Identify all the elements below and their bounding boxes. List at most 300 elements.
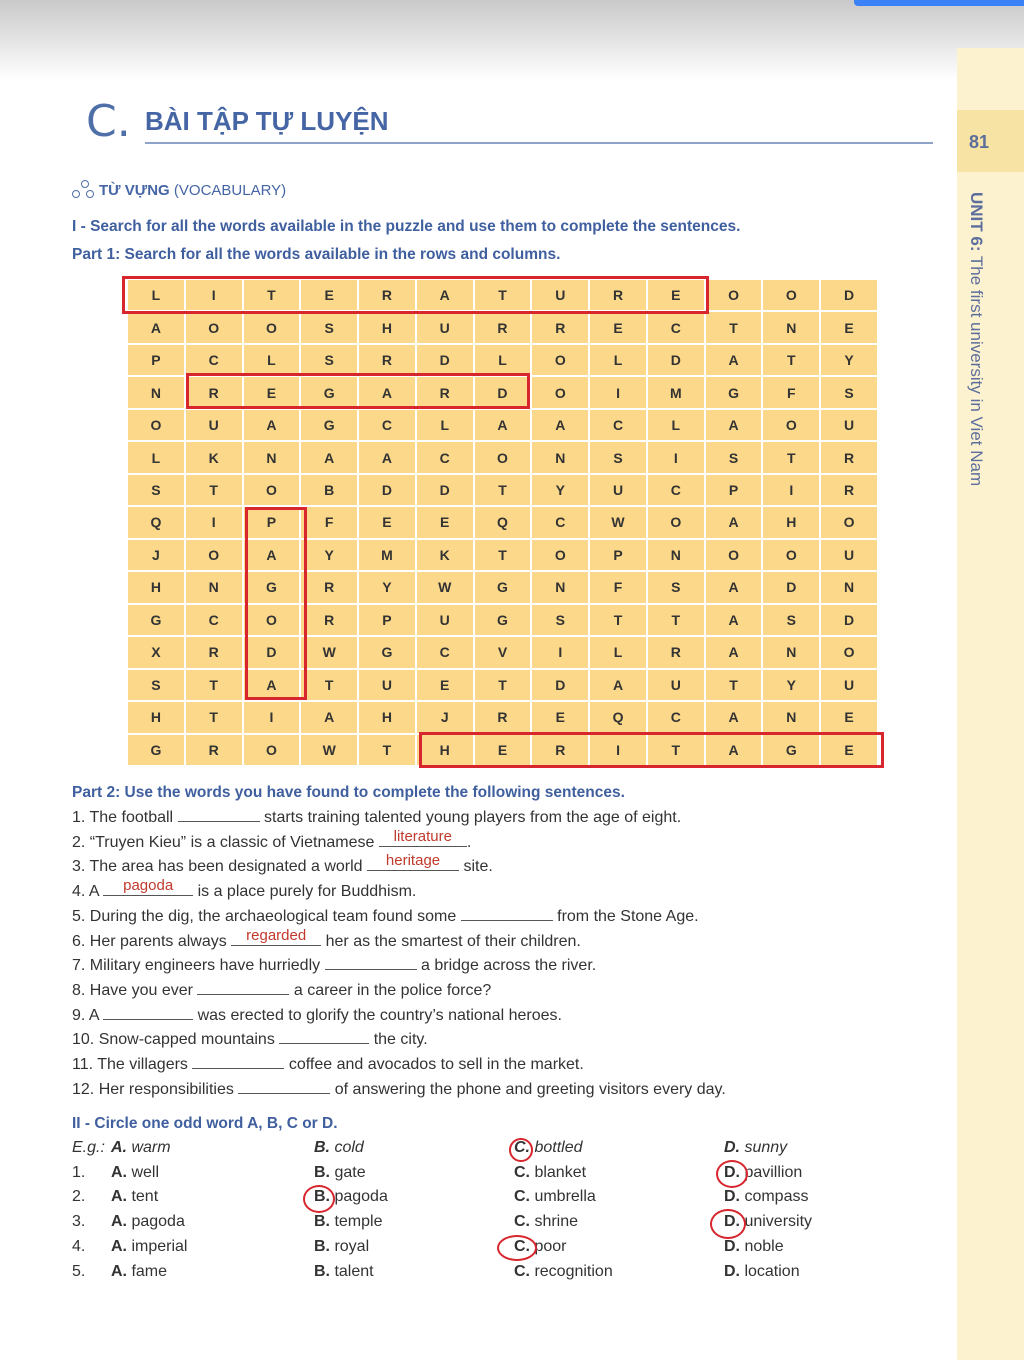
puzzle-cell: T [186,475,242,505]
option-word: imperial [131,1237,188,1255]
puzzle-cell: I [186,507,242,537]
puzzle-cell: X [128,637,184,667]
option-word: warm [131,1139,171,1156]
puzzle-cell: K [417,540,473,570]
sentence-number: 8. [72,981,86,999]
puzzle-cell: U [590,475,646,505]
puzzle-cell: U [532,280,588,310]
puzzle-cell: T [186,670,242,700]
puzzle-cell: T [475,670,531,700]
puzzle-cell: T [186,702,242,732]
answer-blank[interactable] [231,926,321,946]
puzzle-cell: U [417,312,473,342]
sentence-text-before: Her responsibilities [98,1080,239,1098]
puzzle-cell: L [590,345,646,375]
sentence-number: 11. [72,1056,94,1073]
puzzle-cell: D [359,475,415,505]
sentence-text-before: The villagers [97,1056,193,1073]
filled-answer: literature [393,827,452,845]
option-c[interactable] [514,1213,578,1231]
option-letter: A. [111,1237,127,1255]
unit-title: The first university in Viet Nam [967,251,986,487]
puzzle-cell: U [648,670,704,700]
puzzle-cell: R [475,702,531,732]
vocabulary-label [99,182,286,199]
puzzle-cell: R [301,605,357,635]
sentence-text-after: from the Stone Age. [552,907,699,925]
puzzle-cell: N [821,572,877,602]
answer-circle-1 [716,1160,748,1188]
option-c[interactable] [514,1263,613,1281]
option-a[interactable] [111,1139,171,1157]
puzzle-cell: B [301,475,357,505]
exercise-1-heading: I - Search for all the words available in the puzzle and use them to complete the sentences. [72,218,741,235]
bubbles-icon [72,180,96,200]
puzzle-cell: Y [763,670,819,700]
puzzle-cell: O [706,540,762,570]
puzzle-cell: H [359,702,415,732]
sentence-number: 2. [72,833,86,851]
puzzle-cell: D [532,670,588,700]
option-a[interactable] [111,1188,158,1206]
puzzle-cell: V [475,637,531,667]
puzzle-cell: E [475,735,531,765]
sentence-1 [72,806,681,827]
sentence-text-before: Military engineers have hurriedly [89,957,325,975]
puzzle-cell: C [186,605,242,635]
puzzle-cell: J [417,702,473,732]
puzzle-cell: O [532,540,588,570]
puzzle-cell: E [821,702,877,732]
unit-number: UNIT 6: [967,192,986,252]
option-word: gate [334,1163,366,1181]
option-word: well [131,1163,160,1181]
puzzle-cell: C [648,312,704,342]
option-letter: C. [514,1262,530,1280]
sentence-number: 3. [72,858,86,876]
puzzle-cell: O [244,312,300,342]
sentence-text-before: The area has been designated a world [89,858,368,876]
puzzle-cell: U [821,410,877,440]
puzzle-cell: E [301,280,357,310]
puzzle-cell: U [186,410,242,440]
puzzle-cell: I [590,735,646,765]
filled-answer: regarded [246,926,307,944]
sentence-text-before: During the dig, the archaeological team found some [89,907,461,925]
sentence-number: 10. [72,1031,95,1049]
puzzle-cell: F [763,377,819,407]
option-a[interactable] [111,1263,167,1281]
sentence-number: 6. [72,932,86,950]
sentence-number: 5. [72,907,86,925]
puzzle-cell: W [301,637,357,667]
option-a[interactable] [111,1213,185,1231]
puzzle-cell: Y [821,345,877,375]
puzzle-cell: R [301,572,357,602]
sentence-text-before: A [88,1006,104,1024]
puzzle-cell: F [590,572,646,602]
puzzle-cell: Y [532,475,588,505]
option-word: noble [744,1237,784,1255]
puzzle-cell: C [417,637,473,667]
sentence-text-after: site. [459,858,493,876]
puzzle-cell: I [763,475,819,505]
sentence-7 [72,954,596,975]
sentence-text-after: the city. [369,1031,428,1049]
sentence-3 [72,852,493,876]
puzzle-cell: H [128,702,184,732]
top-shadow [0,0,1024,80]
sentence-8 [72,979,491,1000]
question-number: 1. [72,1163,86,1181]
puzzle-cell: O [186,312,242,342]
puzzle-cell: A [359,377,415,407]
puzzle-cell: R [186,637,242,667]
option-c[interactable] [514,1188,596,1206]
puzzle-cell: N [532,442,588,472]
puzzle-cell: O [821,637,877,667]
puzzle-cell: D [417,345,473,375]
question-number: 5. [72,1262,86,1280]
answer-blank[interactable] [461,905,553,921]
puzzle-cell: Q [128,507,184,537]
puzzle-cell: H [763,507,819,537]
puzzle-cell: H [128,572,184,602]
option-word: cold [334,1139,364,1156]
option-letter: D. [724,1139,740,1156]
puzzle-cell: E [417,507,473,537]
sentence-12 [72,1078,726,1099]
puzzle-cell: I [244,702,300,732]
puzzle-cell: T [301,670,357,700]
option-letter: C. [514,1213,530,1231]
puzzle-cell: T [475,475,531,505]
puzzle-cell: O [186,540,242,570]
puzzle-cell: O [532,377,588,407]
answer-blank[interactable] [103,877,193,896]
option-word: pagoda [334,1188,388,1206]
sentence-5 [72,905,699,926]
found-word-regard [186,373,530,409]
puzzle-cell: T [763,345,819,375]
puzzle-cell: A [244,540,300,570]
puzzle-cell: C [590,410,646,440]
puzzle-cell: O [244,475,300,505]
puzzle-cell: G [128,605,184,635]
answer-blank[interactable] [178,806,260,822]
puzzle-cell: A [706,507,762,537]
puzzle-cell: Q [590,702,646,732]
option-word: royal [334,1237,370,1255]
answer-blank[interactable] [367,852,459,871]
puzzle-cell: N [186,572,242,602]
puzzle-cell: T [648,735,704,765]
puzzle-cell: C [648,702,704,732]
filled-answer: pagoda [123,877,174,895]
puzzle-cell: A [417,280,473,310]
puzzle-cell: R [590,280,646,310]
sentence-text-before: The football [89,809,178,826]
puzzle-cell: S [821,377,877,407]
option-word: talent [334,1262,374,1280]
puzzle-cell: E [359,507,415,537]
puzzle-cell: E [590,312,646,342]
puzzle-cell: Y [301,540,357,570]
option-letter: A. [111,1262,127,1280]
puzzle-cell: S [763,605,819,635]
exercise-2-heading: II - Circle one odd word A, B, C or D. [72,1115,338,1132]
sentence-text-before: Her parents always [89,932,232,950]
puzzle-cell: A [244,670,300,700]
puzzle-cell: O [821,507,877,537]
option-d[interactable] [724,1139,787,1157]
puzzle-cell: U [359,670,415,700]
puzzle-cell: E [244,377,300,407]
answer-blank[interactable] [279,1028,369,1044]
answer-blank[interactable] [103,1004,193,1020]
puzzle-cell: T [706,312,762,342]
puzzle-cell: S [301,312,357,342]
puzzle-cell: C [648,475,704,505]
sentence-text-after: starts training talented young players from the age of eight. [259,809,682,826]
word-search-grid [128,280,877,765]
sentence-4 [72,877,417,901]
puzzle-cell: T [706,670,762,700]
option-letter: D. [724,1213,740,1231]
puzzle-cell: S [648,572,704,602]
option-letter: C. [514,1163,530,1181]
option-letter: D. [724,1237,740,1255]
puzzle-cell: T [648,605,704,635]
puzzle-cell: A [359,442,415,472]
sentence-text-after: is a place purely for Buddhism. [193,883,417,901]
option-word: pagoda [131,1213,185,1231]
sentence-text-after: of answering the phone and greeting visitors every day. [330,1080,726,1098]
sentence-text-after: was erected to glorify the country’s national heroes. [193,1006,562,1024]
puzzle-cell: D [648,345,704,375]
option-a[interactable] [111,1238,187,1256]
puzzle-cell: S [706,442,762,472]
answer-blank[interactable] [238,1078,330,1094]
puzzle-cell: S [590,442,646,472]
sentence-number: 4. [72,883,86,901]
puzzle-cell: T [590,605,646,635]
option-letter: A. [111,1163,127,1181]
puzzle-cell: R [475,312,531,342]
puzzle-cell: D [763,572,819,602]
answer-blank[interactable] [325,954,417,970]
unit-label [966,192,986,486]
puzzle-cell: D [475,377,531,407]
puzzle-cell: O [244,735,300,765]
sentence-text-after: coffee and avocados to sell in the market. [284,1056,584,1073]
puzzle-cell: L [590,637,646,667]
puzzle-cell: A [706,410,762,440]
puzzle-cell: N [244,442,300,472]
puzzle-cell: A [706,605,762,635]
puzzle-cell: N [648,540,704,570]
puzzle-cell: A [128,312,184,342]
puzzle-cell: W [417,572,473,602]
puzzle-cell: A [301,442,357,472]
puzzle-cell: L [128,442,184,472]
puzzle-cell: P [706,475,762,505]
puzzle-cell: L [244,345,300,375]
option-word: sunny [744,1139,788,1156]
sentence-text-after: . [466,833,472,851]
puzzle-cell: R [359,280,415,310]
option-letter: D. [724,1262,740,1280]
puzzle-cell: P [128,345,184,375]
puzzle-cell: R [648,637,704,667]
option-b[interactable] [314,1263,374,1281]
question-number: 4. [72,1237,86,1255]
sentence-number: 12. [72,1080,95,1098]
sentence-text-before: “Truyen Kieu” is a classic of Vietnamese [89,833,379,851]
puzzle-cell: D [417,475,473,505]
vocabulary-label-vi: TỪ VỰNG [99,182,170,199]
option-b[interactable] [314,1164,366,1182]
puzzle-cell: S [301,345,357,375]
option-d[interactable] [724,1263,800,1281]
option-a[interactable] [111,1164,159,1182]
option-word: pavillion [744,1163,803,1181]
puzzle-cell: O [706,280,762,310]
option-letter: C. [514,1139,530,1156]
option-letter: C. [514,1237,530,1255]
answer-circle-4 [497,1235,537,1261]
puzzle-cell: L [417,410,473,440]
puzzle-cell: S [532,605,588,635]
option-d[interactable] [724,1238,784,1256]
section-letter: C. [86,96,131,147]
puzzle-cell: C [417,442,473,472]
puzzle-cell: O [763,410,819,440]
option-letter: B. [314,1163,330,1181]
option-b[interactable] [314,1213,382,1231]
puzzle-cell: E [821,312,877,342]
puzzle-cell: A [706,735,762,765]
option-letter: C. [514,1188,530,1206]
puzzle-cell: W [590,507,646,537]
option-letter: A. [111,1139,127,1156]
option-word: shrine [534,1213,579,1231]
puzzle-cell: G [475,572,531,602]
puzzle-cell: P [590,540,646,570]
sentence-text-after: her as the smartest of their children. [321,932,581,950]
puzzle-cell: O [244,605,300,635]
puzzle-cell: D [244,637,300,667]
puzzle-cell: J [128,540,184,570]
puzzle-cell: R [359,345,415,375]
puzzle-cell: A [475,410,531,440]
puzzle-cell: A [244,410,300,440]
puzzle-cell: I [648,442,704,472]
answer-blank[interactable] [192,1053,284,1069]
sentence-11 [72,1053,584,1074]
puzzle-cell: O [532,345,588,375]
option-word: fame [131,1262,168,1280]
option-letter: D. [724,1188,740,1206]
sentence-9 [72,1004,562,1025]
sentence-10 [72,1028,428,1049]
sentence-text-before: A [88,883,104,901]
puzzle-cell: U [821,540,877,570]
puzzle-cell: G [301,410,357,440]
answer-blank[interactable] [379,827,467,847]
puzzle-cell: R [821,442,877,472]
puzzle-cell: G [763,735,819,765]
part-1-heading: Part 1: Search for all the words available in the rows and columns. [72,246,561,263]
section-title: BÀI TẬP TỰ LUYỆN [145,106,389,136]
puzzle-cell: R [417,377,473,407]
puzzle-cell: C [532,507,588,537]
puzzle-cell: U [417,605,473,635]
puzzle-cell: G [706,377,762,407]
puzzle-cell: A [301,702,357,732]
sentence-text-after: a career in the police force? [289,981,492,999]
puzzle-cell: M [648,377,704,407]
puzzle-cell: G [359,637,415,667]
found-word-heritage [419,732,884,768]
option-d[interactable] [724,1188,808,1206]
puzzle-cell: E [821,735,877,765]
puzzle-cell: M [359,540,415,570]
puzzle-cell: O [763,280,819,310]
puzzle-cell: T [359,735,415,765]
option-word: umbrella [534,1188,596,1206]
option-word: temple [334,1213,383,1231]
puzzle-cell: A [706,572,762,602]
puzzle-cell: P [359,605,415,635]
puzzle-cell: O [475,442,531,472]
puzzle-cell: Y [359,572,415,602]
puzzle-cell: N [532,572,588,602]
puzzle-cell: H [359,312,415,342]
puzzle-cell: T [475,540,531,570]
puzzle-cell: G [301,377,357,407]
option-word: poor [534,1237,567,1255]
option-b[interactable] [314,1238,369,1256]
top-accent-bar [854,0,1024,6]
puzzle-cell: G [244,572,300,602]
puzzle-cell: A [706,637,762,667]
puzzle-cell: T [763,442,819,472]
option-letter: B. [314,1213,330,1231]
sentence-number: 9. [72,1006,86,1024]
option-word: university [744,1213,813,1231]
answer-blank[interactable] [197,979,289,995]
puzzle-cell: E [417,670,473,700]
option-c[interactable] [514,1164,586,1182]
puzzle-cell: U [821,670,877,700]
puzzle-cell: L [475,345,531,375]
puzzle-cell: G [475,605,531,635]
question-number: 2. [72,1188,86,1206]
puzzle-cell: T [244,280,300,310]
puzzle-cell: O [763,540,819,570]
option-letter: B. [314,1262,330,1280]
answer-circle-3 [710,1209,746,1239]
option-b[interactable] [314,1139,364,1157]
filled-answer: heritage [385,852,441,870]
puzzle-cell: L [128,280,184,310]
answer-circle-eg [509,1138,533,1162]
puzzle-cell: K [186,442,242,472]
option-word: tent [131,1188,159,1206]
puzzle-cell: F [301,507,357,537]
sentence-number: 1. [72,809,86,826]
